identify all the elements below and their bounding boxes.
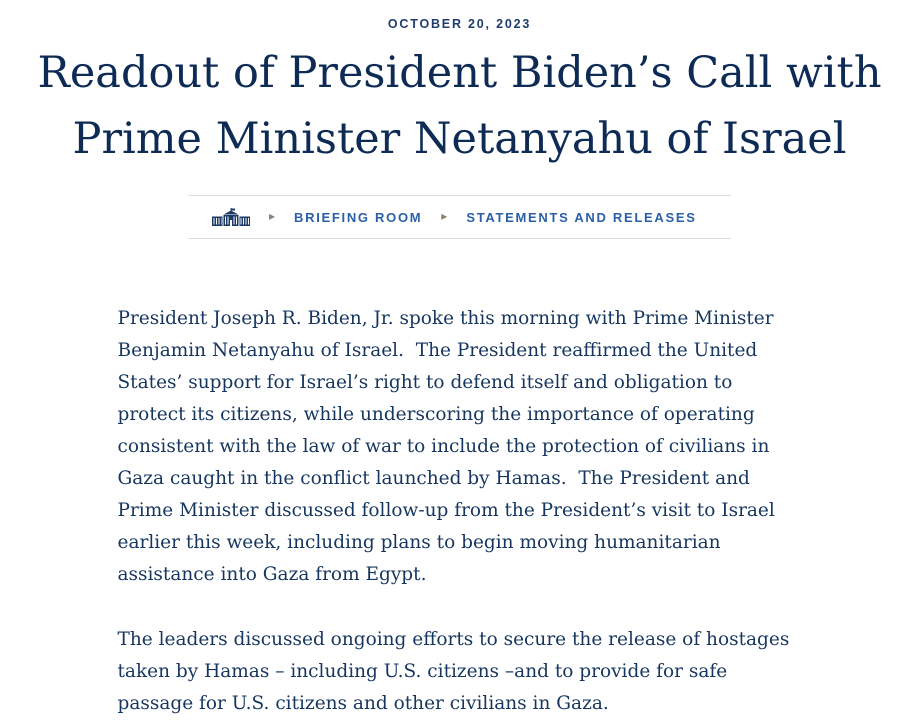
article-paragraph-2: The leaders discussed ongoing efforts to secure the release of hostages taken by Hamas – including U.S. citizens –and to provide for safe passage for U.S. citizens and other civilians in Gaza. [117,629,796,714]
page-title-line-2: Prime Minister Netanyahu of Israel [72,114,847,164]
white-house-icon [212,208,250,226]
article-date: OCTOBER 20, 2023 [387,17,532,31]
chevron-right-icon: ▸ [269,209,276,223]
breadcrumb-home-link[interactable] [212,208,250,226]
article-body [118,303,802,720]
breadcrumb [188,195,731,239]
article-paragraph-1: President Joseph R. Biden, Jr. spoke this morning with Prime Minister Benjamin Netanyahu of Israel. The President reaffirmed the United States’ support for Israel’s right to defend itself and obligation to protect its citizens, while underscoring the importance of operating consistent with the law of war to include the protection of civilians in Gaza caught in the conflict launched by Hamas. The President and Prime Minister discussed follow-up from the President’s visit to Israel earlier this week, including plans to begin moving humanitarian assistance into Gaza from Egypt. [117,308,781,585]
breadcrumb-link-briefing-room[interactable]: BRIEFING ROOM [294,209,423,225]
page-title [4,40,915,172]
page-title-line-1: Readout of President Biden’s Call with [37,48,882,98]
chevron-right-icon: ▸ [441,209,448,223]
breadcrumb-link-statements-and-releases[interactable]: STATEMENTS AND RELEASES [466,209,697,225]
